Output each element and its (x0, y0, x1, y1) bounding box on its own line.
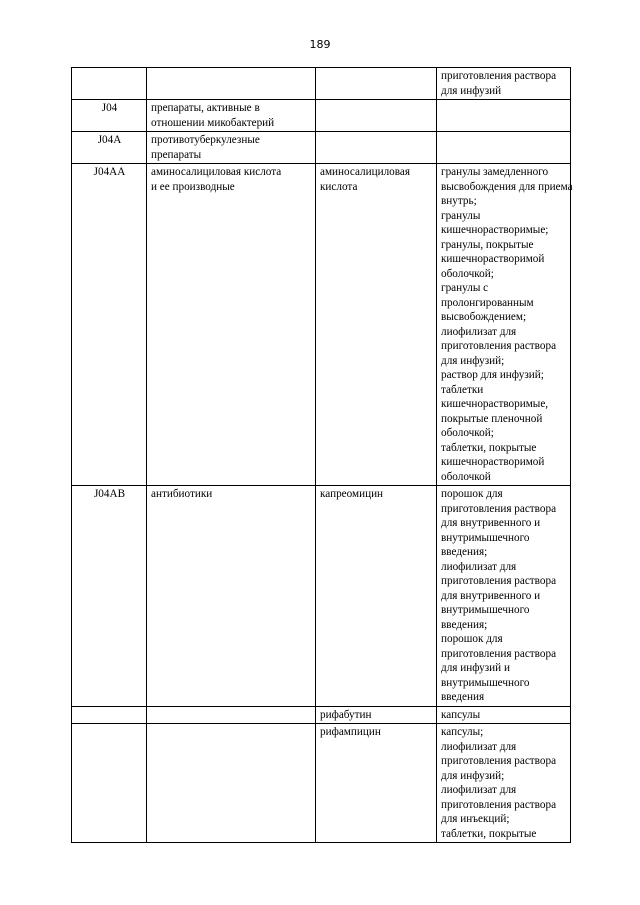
table-row (72, 132, 571, 164)
atc-code-cell (72, 100, 147, 132)
cell-text: J04A (97, 134, 122, 146)
cell-text-line: внутримышечного (441, 531, 530, 544)
drug-name-cell (316, 164, 437, 486)
cell-text-line: высвобождения для приема (441, 180, 573, 193)
cell-text-line: капреомицин (320, 488, 384, 500)
cell-text-line: таблетки, покрытые (441, 441, 537, 454)
cell-text-line: приготовления раствора (441, 502, 557, 515)
table-row (72, 164, 571, 486)
drug-name-cell (316, 132, 437, 164)
cell-text-line: покрытые пленочной (441, 412, 543, 425)
cell-text-line: лиофилизат для (441, 560, 517, 573)
cell-text-line: противотуберкулезные (151, 134, 260, 146)
cell-text-line: лиофилизат для (441, 740, 517, 753)
cell-text-line: порошок для (441, 488, 503, 500)
drug-name-cell (316, 706, 437, 724)
cell-text-line: введения; (441, 546, 488, 558)
table-row (72, 486, 571, 707)
cell-text-line: аминосалициловая (320, 166, 411, 178)
atc-code-cell (72, 486, 147, 707)
cell-text-line: для инфузий; (441, 354, 505, 367)
cell-text-line: для инфузий; (441, 769, 505, 782)
cell-text-line: антибиотики (151, 488, 213, 500)
cell-text-line: и ее производные (151, 180, 235, 193)
pharmacological-group-cell (147, 100, 316, 132)
cell-text: J04AB (93, 488, 126, 500)
medication-table (71, 67, 571, 843)
cell-text-line: лиофилизат для (441, 784, 517, 796)
cell-text-line: отношении микобактерий (151, 116, 275, 129)
cell-text-line: рифабутин (320, 708, 372, 721)
cell-text-line: для внутривенного и (441, 517, 541, 529)
cell-text-line: пролонгированным (441, 296, 534, 309)
cell-text-line: кишечнорастворимые, (441, 398, 549, 410)
cell-text-line: приготовления раствора (441, 340, 557, 352)
cell-text-line: кишечнорастворимой (441, 456, 545, 468)
cell-text-line: оболочкой; (441, 267, 494, 280)
pharmacological-group-cell (147, 68, 316, 100)
cell-text-line: высвобождением; (441, 311, 527, 323)
cell-text: J04AA (93, 166, 126, 178)
dosage-forms-cell (437, 164, 571, 486)
dosage-forms-cell (437, 706, 571, 724)
table-row (72, 100, 571, 132)
cell-text-line: введения; (441, 618, 488, 631)
dosage-forms-cell (437, 100, 571, 132)
dosage-forms-cell (437, 132, 571, 164)
cell-text-line: для инфузий и (441, 662, 510, 674)
cell-text-line: для инъекций; (441, 813, 510, 825)
cell-text-line: капсулы (441, 708, 481, 721)
cell-text-line: таблетки (441, 383, 484, 396)
dosage-forms-cell (437, 486, 571, 707)
cell-text: J04 (101, 102, 118, 114)
cell-text-line: кислота (320, 180, 358, 193)
drug-name-cell (316, 68, 437, 100)
cell-text-line: кишечнорастворимой (441, 253, 545, 265)
cell-text-line: приготовления раствора (441, 575, 557, 587)
cell-text-line: оболочкой; (441, 427, 494, 439)
drug-name-cell (316, 724, 437, 843)
cell-text-line: внутрь; (441, 195, 477, 207)
cell-text-line: таблетки, покрытые (441, 827, 537, 840)
pharmacological-group-cell (147, 706, 316, 724)
atc-code-cell (72, 68, 147, 100)
cell-text-line: рифампицин (320, 726, 381, 738)
cell-text-line: раствор для инфузий; (441, 369, 544, 381)
cell-text-line: порошок для (441, 633, 503, 645)
dosage-forms-cell (437, 68, 571, 100)
cell-text-line: препараты, активные в (151, 102, 260, 114)
drug-name-cell (316, 100, 437, 132)
cell-text-line: гранулы замедленного (441, 166, 549, 178)
cell-text-line: приготовления раствора (441, 647, 557, 660)
atc-code-cell (72, 706, 147, 724)
atc-code-cell (72, 724, 147, 843)
page-number: 189 (309, 38, 331, 51)
cell-text-line: приготовления раствора (441, 755, 557, 767)
atc-code-cell (72, 132, 147, 164)
cell-text-line: внутримышечного (441, 676, 530, 689)
cell-text-line: приготовления раствора (441, 798, 557, 811)
cell-text-line: приготовления раствора (441, 70, 557, 82)
drug-name-cell (316, 486, 437, 707)
table-row (72, 706, 571, 724)
cell-text-line: для внутривенного и (441, 589, 541, 602)
cell-text-line: лиофилизат для (441, 325, 517, 338)
cell-text-line: препараты (151, 148, 202, 161)
pharmacological-group-cell (147, 724, 316, 843)
pharmacological-group-cell (147, 132, 316, 164)
cell-text-line: для инфузий (441, 84, 502, 97)
cell-text-line: гранулы (441, 209, 481, 222)
dosage-forms-cell (437, 724, 571, 843)
atc-code-cell (72, 164, 147, 486)
cell-text-line: гранулы с (441, 282, 489, 294)
pharmacological-group-cell (147, 164, 316, 486)
cell-text-line: гранулы, покрытые (441, 238, 534, 251)
cell-text-line: аминосалициловая кислота (151, 166, 282, 178)
table-row (72, 724, 571, 843)
cell-text-line: введения (441, 691, 485, 703)
cell-text-line: внутримышечного (441, 604, 530, 616)
cell-text-line: кишечнорастворимые; (441, 224, 549, 236)
pharmacological-group-cell (147, 486, 316, 707)
cell-text-line: капсулы; (441, 726, 484, 738)
table-row (72, 68, 571, 100)
cell-text-line: оболочкой (441, 470, 491, 483)
